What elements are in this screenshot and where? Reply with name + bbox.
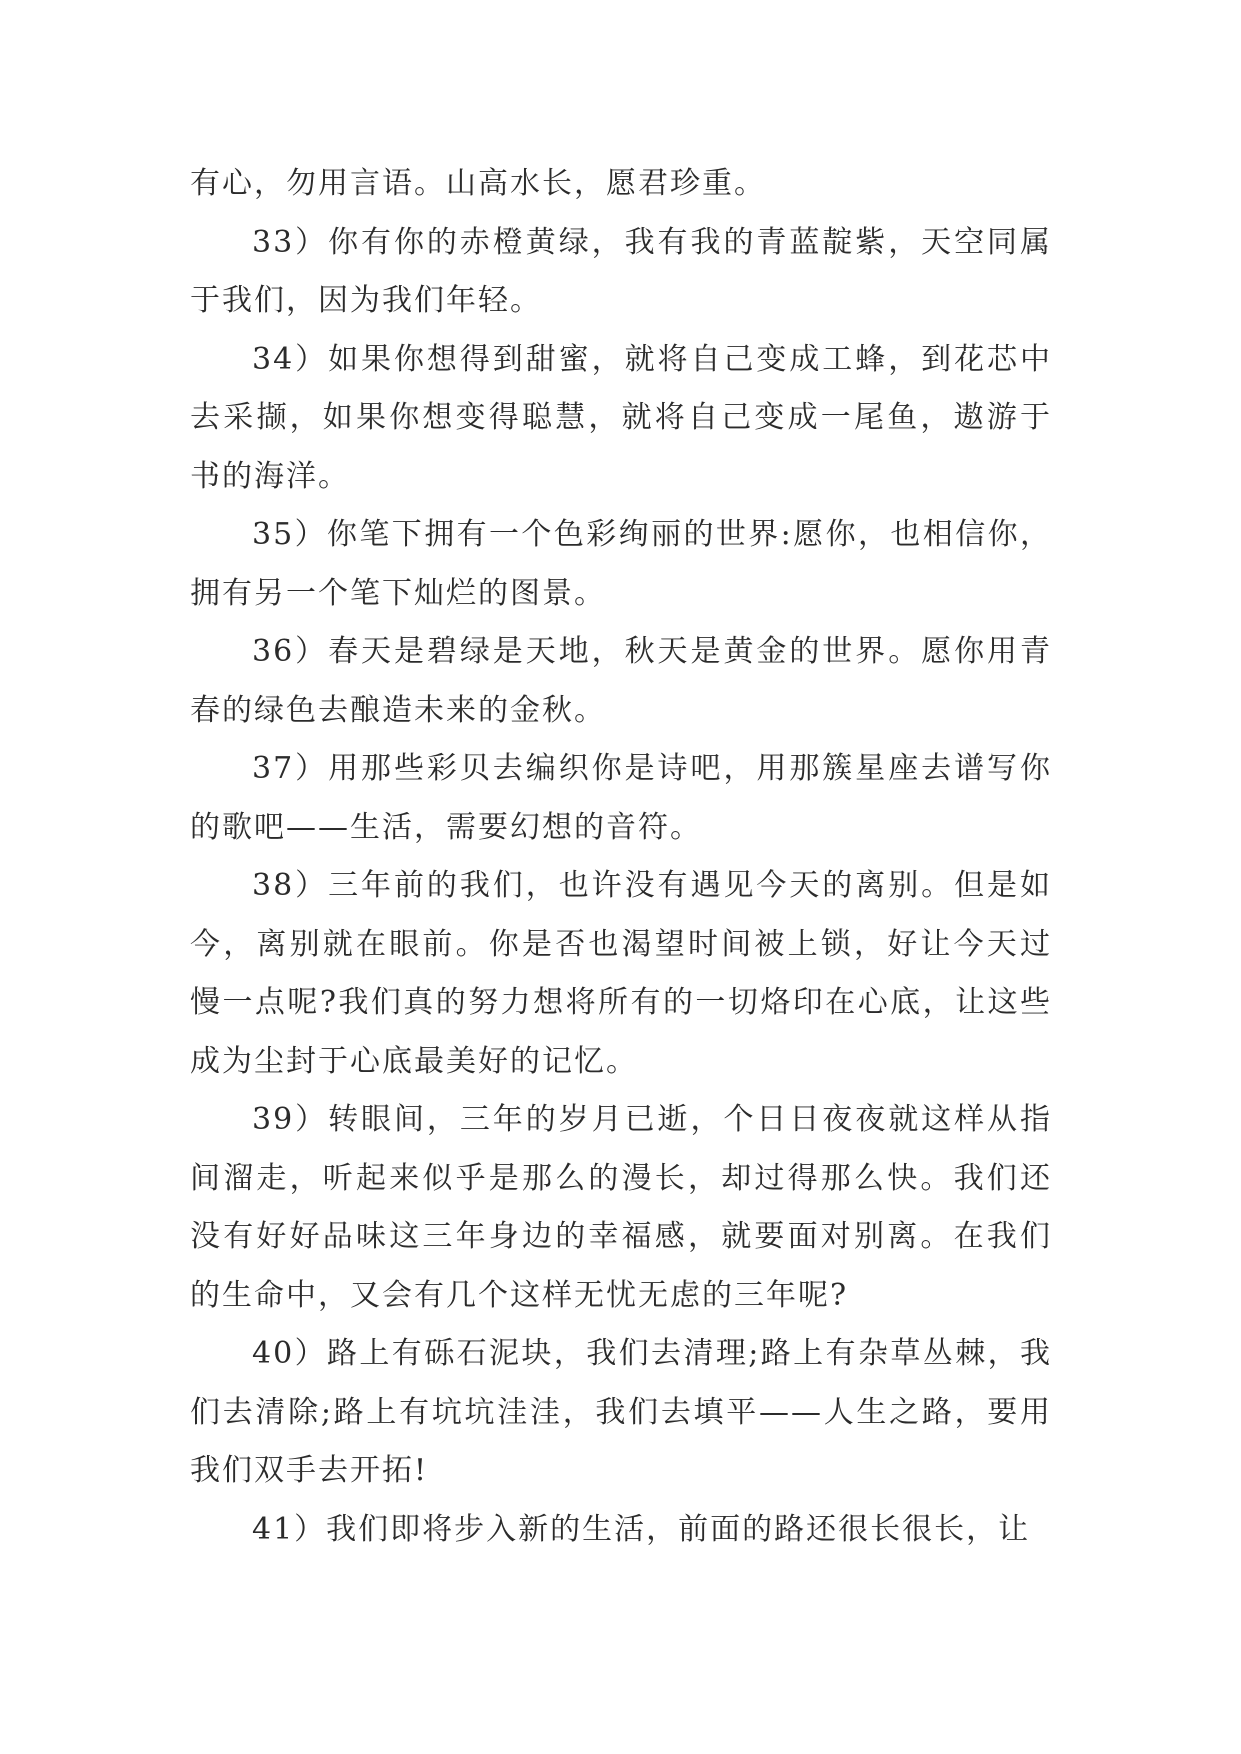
paragraph-35: 35）你笔下拥有一个色彩绚丽的世界:愿你，也相信你，拥有另一个笔下灿烂的图景。 (190, 517, 1052, 611)
paragraph-34: 34）如果你想得到甜蜜，就将自己变成工蜂，到花芯中去采撷，如果你想变得聪慧，就将自己变成一尾鱼，遨游于书的海洋。 (190, 341, 1052, 494)
paragraph-38: 38）三年前的我们，也许没有遇见今天的离别。但是如今，离别就在眼前。你是否也渴望时间被上锁，好让今天过慢一点呢?我们真的努力想将所有的一切烙印在心底，让这些成为尘封于心底最美好的记忆。 (190, 868, 1052, 1079)
paragraph-37: 37）用那些彩贝去编织你是诗吧，用那簇星座去谱写你的歌吧——生活，需要幻想的音符。 (190, 751, 1052, 845)
paragraph-continuation: 有心，勿用言语。山高水长，愿君珍重。 (190, 166, 766, 201)
paragraph-41: 41）我们即将步入新的生活，前面的路还很长很长，让 (252, 1511, 1031, 1547)
paragraph-40: 40）路上有砾石泥块，我们去清理;路上有杂草丛棘，我们去清除;路上有坑坑洼洼，我们去填平——人生之路，要用我们双手去开拓! (190, 1336, 1052, 1488)
document-body (190, 155, 1052, 1559)
paragraph-39: 39）转眼间，三年的岁月已逝，个日日夜夜就这样从指间溜走，听起来似乎是那么的漫长，却过得那么快。我们还没有好好品味这三年身边的幸福感，就要面对别离。在我们的生命中，又会有几个这样无忧无虑的三年呢? (190, 1102, 1052, 1313)
paragraph-33: 33）你有你的赤橙黄绿，我有我的青蓝靛紫，天空同属于我们，因为我们年轻。 (190, 224, 1052, 318)
paragraph-36: 36）春天是碧绿是天地，秋天是黄金的世界。愿你用青春的绿色去酿造未来的金秋。 (190, 634, 1052, 728)
